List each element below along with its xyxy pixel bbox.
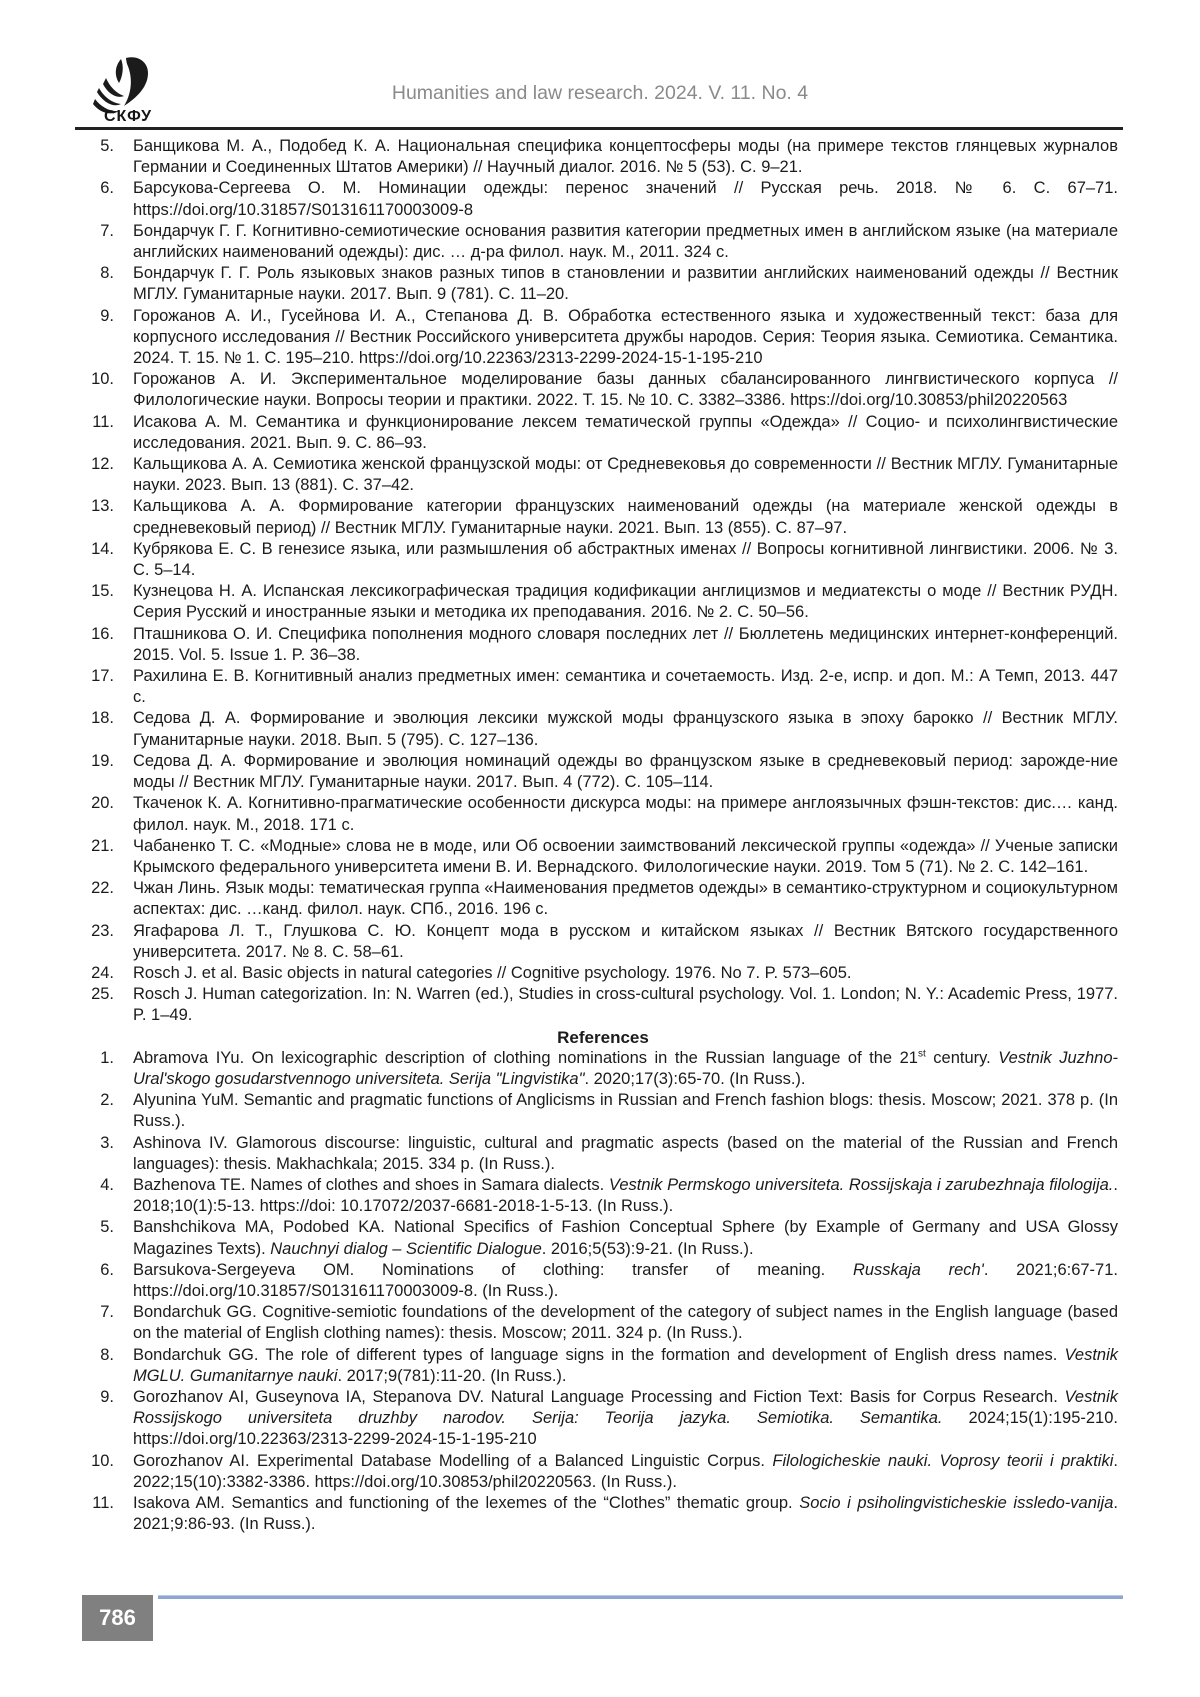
reference-number: 8. [100, 264, 114, 283]
reference-item [88, 369, 1118, 411]
reference-text-segment: Бондарчук Г. Г. Когнитивно-семиотические основания развития категории предметных имен в английском языке (на материале английских наименований одежды): дис. … д-ра филол. наук. М., 2011. 324 с. [133, 221, 1118, 262]
reference-text-segment: Ягафарова Л. Т., Глушкова С. Ю. Концепт мода в русском и китайском языках // Вестник Вятского государственного университета. 2017. № 8. С. 58–61. [133, 921, 1118, 961]
reference-text-segment: Банщикова М. А., Подобед К. А. Национальная специфика концептосферы моды (на примере текстов глянцевых журналов Германии и Соединенных Штатов Америки) // Научный диалог. 2016. № 5 (53). С. 9–21. [133, 137, 1118, 177]
reference-text-segment: . 2017;9(781):11-20. (In Russ.). [337, 1366, 567, 1385]
page-number: 786 [99, 1605, 136, 1630]
reference-text-segment: Gorozhanov AI. Experimental Database Modelling of a Balanced Linguistic Corpus. [133, 1451, 773, 1470]
reference-item [88, 1175, 1118, 1217]
reference-text-segment: century. [925, 1048, 999, 1067]
reference-item [88, 1387, 1118, 1451]
reference-text-segment: Пташникова О. И. Специфика пополнения модного словаря последних лет // Бюллетень медицинских интернет-конференций. 2015. Vol. 5. Issue 1. P. 36–38. [133, 624, 1118, 664]
superscript-text: st [917, 1048, 926, 1060]
reference-number: 1. [100, 1048, 114, 1067]
reference-item [88, 454, 1118, 496]
reference-text-segment: Горожанов А. И. Экспериментальное моделирование базы данных сбалансированного лингвистического корпуса // Филологические науки. Вопросы теории и практики. 2022. Т. 15. № 10. С. 3382–3386. https://doi.org/10.30853/phil20220563 [133, 370, 1118, 410]
reference-number: 10. [91, 370, 114, 389]
reference-text-segment: Барсукова-Сергеева О. М. Номинации одежды: перенос значений // Русская речь. 2018. № 6. С. 67–71. https://doi.org/10.31857/S013161170003009-8 [133, 179, 1118, 219]
reference-number: 23. [91, 921, 114, 940]
reference-text-segment: Седова Д. А. Формирование и эволюция номинаций одежды во французском языке в средневековый период: зарожде-ние моды // Вестник МГЛУ. Гуманитарные науки. 2017. Вып. 4 (772). С. 105–114. [133, 751, 1118, 792]
reference-text-segment: Бондарчук Г. Г. Роль языковых знаков разных типов в становлении и развитии английских наименований одежды // Вестник МГЛУ. Гуманитарные науки. 2017. Вып. 9 (781). С. 11–20. [133, 264, 1118, 304]
reference-item [88, 496, 1118, 538]
page-number-badge [82, 1595, 153, 1641]
reference-number: 14. [91, 539, 114, 558]
reference-number: 17. [91, 667, 114, 686]
bibliography-list-russian [88, 136, 1118, 1027]
reference-item [88, 836, 1118, 878]
reference-number: 5. [100, 1218, 114, 1237]
reference-text-segment: . 2021;6:67-71. https://doi.org/10.31857/S013161170003009-8. (In Russ.). [133, 1260, 1118, 1300]
reference-item [88, 1090, 1118, 1132]
reference-text-segment: . 2018;10(1):5-13. https://doi: 10.17072/2037-6681-2018-1-5-13. (In Russ.). [133, 1175, 1118, 1216]
reference-number: 8. [100, 1345, 114, 1364]
page-header [0, 0, 1200, 130]
reference-item [88, 624, 1118, 666]
reference-text-segment: Седова Д. А. Формирование и эволюция лексики мужской моды французского языка в эпоху барокко // Вестник МГЛУ. Гуманитарные науки. 2018. Вып. 5 (795). С. 127–136. [133, 709, 1118, 749]
reference-text-segment: Кальщикова А. А. Формирование категории французских наименований одежды (на материале женской одежды в средневековый период) // Вестник МГЛУ. Гуманитарные науки. 2021. Вып. 13 (855). С. 87–97. [133, 497, 1118, 537]
reference-number: 13. [91, 497, 114, 516]
reference-item [88, 178, 1118, 220]
reference-number: 3. [100, 1133, 114, 1152]
reference-number: 6. [100, 1260, 114, 1279]
reference-text-segment: Abramova IYu. On lexicographic description of clothing nominations in the Russian language of the 21 [133, 1048, 918, 1067]
reference-number: 18. [91, 709, 114, 728]
reference-item [88, 878, 1118, 920]
reference-item [88, 708, 1118, 750]
reference-text-segment: Bondarchuk GG. The role of different types of language signs in the formation and development of English dress names. [133, 1345, 1065, 1364]
reference-number: 11. [92, 1494, 114, 1512]
reference-item [88, 1260, 1118, 1302]
reference-text-segment: . 2021;9:86-93. (In Russ.). [133, 1494, 1118, 1534]
journal-name-italic: Vestnik Rossijskogo universiteta druzhby narodov. Serija: Teorija jazyka. Semiotika. Semantika. [133, 1387, 1118, 1428]
reference-text-segment: Кальщикова А. А. Семиотика женской французской моды: от Средневековья до современности // Вестник МГЛУ. Гуманитарные науки. 2023. Вып. 13 (881). С. 37–42. [133, 455, 1118, 495]
reference-number: 19. [91, 751, 114, 770]
journal-name-italic: Socio i psiholingvisticheskie issledo-vanija [799, 1494, 1114, 1512]
reference-number: 21. [91, 836, 114, 855]
journal-title: Humanities and law research. 2024. V. 11. No. 4 [391, 82, 809, 104]
reference-item [88, 921, 1118, 963]
reference-text-segment: 2024;15(1):195-210. https://doi.org/10.22363/2313-2299-2024-15-1-195-210 [133, 1409, 1118, 1449]
reference-text-segment: Ashinova IV. Glamorous discourse: linguistic, cultural and pragmatic aspects (based on the material of the Russian and French languages): thesis. Makhachkala; 2015. 334 p. (In Russ.). [133, 1133, 1118, 1173]
reference-item [88, 539, 1118, 581]
reference-number: 16. [91, 624, 114, 643]
reference-text-segment: Gorozhanov AI, Guseynova IA, Stepanova DV. Natural Language Processing and Fiction Text: Basis for Corpus Research. [133, 1387, 1065, 1406]
reference-item [88, 963, 1118, 984]
header-divider [75, 127, 1123, 130]
reference-item [88, 1345, 1118, 1387]
journal-name-italic: Russkaja rech' [852, 1260, 984, 1279]
reference-text-segment: Alyunina YuM. Semantic and pragmatic functions of Anglicisms in Russian and French fashion blogs: thesis. Moscow; 2021. 378 p. (In Russ.). [133, 1091, 1118, 1131]
reference-number: 5. [100, 137, 114, 155]
reference-text-segment: Ткаченок К. А. Когнитивно-прагматические особенности дискурса моды: на примере англоязычных фэшн-текстов: дис.… канд. филол. наук. М., 2018. 171 с. [133, 794, 1118, 834]
reference-item [88, 1302, 1118, 1344]
reference-item [88, 751, 1118, 793]
reference-text-segment: Исакова А. М. Семантика и функционирование лексем тематической группы «Одежда» // Социо- и психолингвистические исследования. 2021. Вып. 9. С. 86–93. [133, 412, 1118, 452]
reference-item [88, 793, 1118, 835]
reference-number: 9. [100, 306, 114, 325]
reference-text-segment: Banshchikova MA, Podobed KA. National Specifics of Fashion Conceptual Sphere (by Example of Germany and USA Glossy Magazines Texts). [133, 1218, 1118, 1258]
reference-number: 10. [91, 1451, 114, 1470]
page-body [88, 136, 1118, 1535]
journal-name-italic: Vestnik Juzhno-Ural'skogo gosudarstvennogo universiteta. Serija "Lingvistika" [133, 1048, 1118, 1088]
reference-text-segment: . 2020;17(3):65-70. (In Russ.). [584, 1069, 806, 1088]
reference-number: 2. [100, 1091, 114, 1110]
reference-item [88, 1048, 1118, 1090]
journal-name-italic: Filologicheskie nauki. Voprosy teorii i praktiki [772, 1451, 1114, 1470]
journal-name-italic: Nauchnyi dialog – Scientific Dialogue [270, 1239, 542, 1258]
reference-text-segment: Чжан Линь. Язык моды: тематическая группа «Наименования предметов одежды» в семантико-структурном и социокультурном аспектах: дис. …канд. филол. наук. СПб., 2016. 196 с. [133, 879, 1118, 919]
reference-item [88, 136, 1118, 178]
reference-number: 15. [91, 582, 114, 601]
reference-text-segment: Горожанов А. И., Гусейнова И. А., Степанова Д. В. Обработка естественного языка и художественный текст: база для корпусного исследования // Вестник Российского университета дружбы народов. Серия: Теория языка. Семиотика. Семантика. 2024. Т. 15. № 1. С. 195–210. https://doi.org/10.22363/2313-2299-2024-15-1-195-210 [133, 306, 1118, 368]
reference-text-segment: Rosch J. Human categorization. In: N. Warren (ed.), Studies in cross-cultural psychology. Vol. 1. London; N. Y.: Academic Press, 1977. P. 1–49. [133, 985, 1118, 1025]
reference-item [88, 1133, 1118, 1175]
reference-item [88, 412, 1118, 454]
reference-item [88, 221, 1118, 263]
journal-name-italic: Vestnik MGLU. Gumanitarnye nauki [133, 1345, 1118, 1385]
reference-text-segment: . 2022;15(10):3382-3386. https://doi.org/10.30853/phil20220563. (In Russ.). [133, 1451, 1118, 1491]
journal-name-italic: Vestnik Permskogo universiteta. Rossijskaja i zarubezhnaja filologija. [608, 1175, 1114, 1194]
footer-divider [158, 1595, 1123, 1599]
reference-text-segment: Кузнецова Н. А. Испанская лексикографическая традиция кодификации англицизмов и медиатексты о моде // Вестник РУДН. Серия Русский и иностранные языки и методика их преподавания. 2016. № 2. С. 50–56. [133, 582, 1118, 622]
reference-number: 20. [91, 794, 114, 813]
reference-number: 7. [100, 1303, 114, 1322]
reference-item [88, 581, 1118, 623]
reference-text-segment: . 2016;5(53):9-21. (In Russ.). [541, 1239, 754, 1258]
reference-text-segment: Чабаненко Т. С. «Модные» слова не в моде, или Об освоении заимствований лексической группы «одежда» // Ученые записки Крымского федерального университета имени В. И. Вернадского. Филологические науки. 2019. Том 5 (71). № 2. С. 142–161. [133, 836, 1118, 876]
reference-number: 24. [91, 963, 114, 982]
reference-number: 12. [91, 455, 114, 474]
logo-label: СКФУ [104, 108, 153, 125]
reference-number: 11. [92, 412, 114, 431]
reference-number: 7. [100, 221, 114, 240]
reference-text-segment: Рахилина Е. В. Когнитивный анализ предметных имен: семантика и сочетаемость. Изд. 2-е, испр. и доп. М.: А Темп, 2013. 447 с. [133, 667, 1118, 707]
reference-item [88, 984, 1118, 1026]
reference-number: 6. [100, 179, 114, 198]
reference-text-segment: Barsukova-Sergeyeva OM. Nominations of clothing: transfer of meaning. [133, 1260, 853, 1279]
references-list-english [88, 1048, 1118, 1536]
reference-text-segment: Bazhenova TE. Names of clothes and shoes in Samara dialects. [133, 1175, 609, 1194]
reference-item [88, 306, 1118, 370]
reference-number: 22. [91, 879, 114, 898]
reference-text-segment: Bondarchuk GG. Cognitive-semiotic foundations of the development of the category of subject names in the English language (based on the material of English clothing names): thesis. Moscow; 2011. 324 p. (In Russ.). [133, 1303, 1118, 1343]
reference-item [88, 263, 1118, 305]
reference-number: 9. [100, 1387, 114, 1406]
reference-text-segment: Rosch J. et al. Basic objects in natural categories // Cognitive psychology. 1976. No 7. P. 573–605. [133, 963, 852, 982]
reference-text-segment: Isakova AM. Semantics and functioning of the lexemes of the “Clothes” thematic group. [133, 1494, 800, 1512]
reference-item [88, 1493, 1118, 1535]
reference-item [88, 666, 1118, 708]
reference-text-segment: Кубрякова Е. С. В генезисе языка, или размышления об абстрактных именах // Вопросы когнитивной лингвистики. 2006. № 3. С. 5–14. [133, 539, 1118, 580]
reference-number: 4. [100, 1175, 114, 1194]
reference-item [88, 1451, 1118, 1493]
reference-number: 25. [91, 985, 114, 1004]
references-heading: References [557, 1027, 649, 1047]
reference-item [88, 1217, 1118, 1259]
